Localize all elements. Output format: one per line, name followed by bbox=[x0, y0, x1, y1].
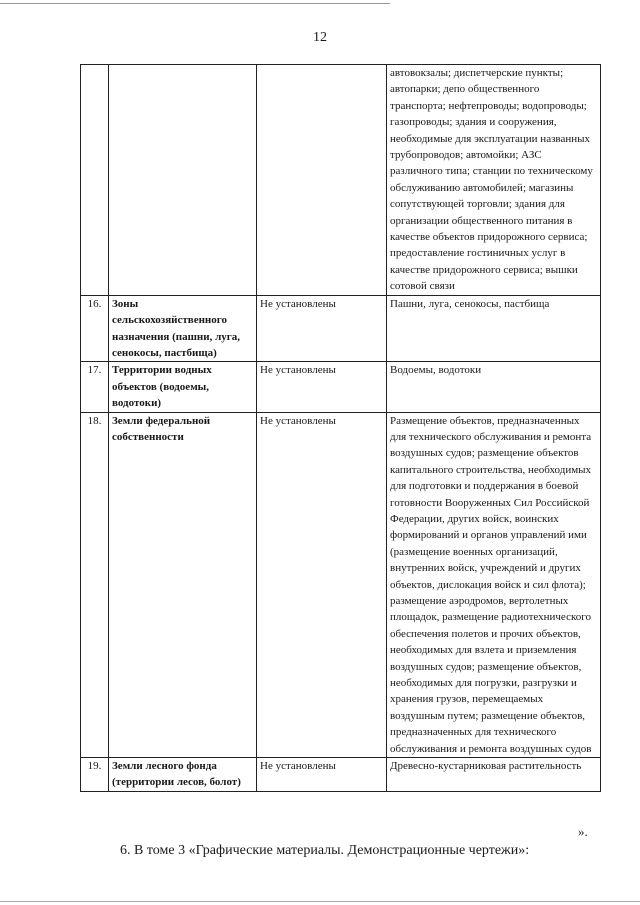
zone-name: Земли лесного фонда (территории лесов, болот) bbox=[109, 758, 257, 792]
zone-status: Не установлены bbox=[257, 412, 387, 758]
bottom-rule bbox=[0, 901, 640, 902]
top-rule bbox=[0, 3, 390, 4]
page-number: 12 bbox=[313, 30, 327, 45]
land-use-table bbox=[80, 64, 601, 792]
item-6-heading: 6. В томе 3 «Графические материалы. Демонстрационные чертежи»: bbox=[120, 843, 530, 858]
table-row bbox=[81, 65, 601, 296]
zone-name: Территории водных объектов (водоемы, водотоки) bbox=[109, 362, 257, 412]
zone-name: Земли федеральной собственности bbox=[109, 412, 257, 758]
permitted-uses: Размещение объектов, предназначенных для технического обслуживания и ремонта воздушных судов; размещение объектов капитального строительства, необходимых для подготовки и поддержания в боевой готовности Вооруженных Сил Российской Федерации, других войск, воинских формирований и органов управлений ими (размещение военных организаций, внутренних войск, учреждений и других объектов, дислокация войск и сил флота); размещение аэродромов, вертолетных площадок, размещение радиотехнического обеспечения полетов и прочих объектов, необходимых для взлета и приземления воздушных судов; размещение объектов, необходимых для погрузки, разгрузки и хранения грузов, перемещаемых воздушным путем; размещение объектов, предназначенных для технического обслуживания и ремонта воздушных судов bbox=[387, 412, 601, 758]
row-number: 17. bbox=[81, 362, 109, 412]
table-row bbox=[81, 758, 601, 792]
table-row bbox=[81, 362, 601, 412]
row-number: 18. bbox=[81, 412, 109, 758]
zone-status: Не установлены bbox=[257, 758, 387, 792]
zone-name bbox=[109, 65, 257, 296]
closing-quote: ». bbox=[578, 824, 588, 839]
table-row bbox=[81, 295, 601, 362]
row-number: 19. bbox=[81, 758, 109, 792]
zone-status: Не установлены bbox=[257, 362, 387, 412]
row-number bbox=[81, 65, 109, 296]
zone-status: Не установлены bbox=[257, 295, 387, 362]
permitted-uses: Водоемы, водотоки bbox=[387, 362, 601, 412]
zone-name: Зоны сельскохозяйственного назначения (пашни, луга, сенокосы, пастбища) bbox=[109, 295, 257, 362]
zone-status bbox=[257, 65, 387, 296]
row-number: 16. bbox=[81, 295, 109, 362]
permitted-uses: Древесно-кустарниковая растительность bbox=[387, 758, 601, 792]
table-row bbox=[81, 412, 601, 758]
permitted-uses: Пашни, луга, сенокосы, пастбища bbox=[387, 295, 601, 362]
permitted-uses: автовокзалы; диспетчерские пункты; автопарки; депо общественного транспорта; нефтепроводы; водопроводы; газопроводы; здания и сооружения, необходимые для эксплуатации названных трубопроводов; автомойки; АЗС различного типа; станции по техническому обслуживанию автомобилей; магазины сопутствующей торговли; здания для организации общественного питания в качестве объектов придорожного сервиса; предоставление гостиничных услуг в качестве придорожного сервиса; вышки сотовой связи bbox=[387, 65, 601, 296]
